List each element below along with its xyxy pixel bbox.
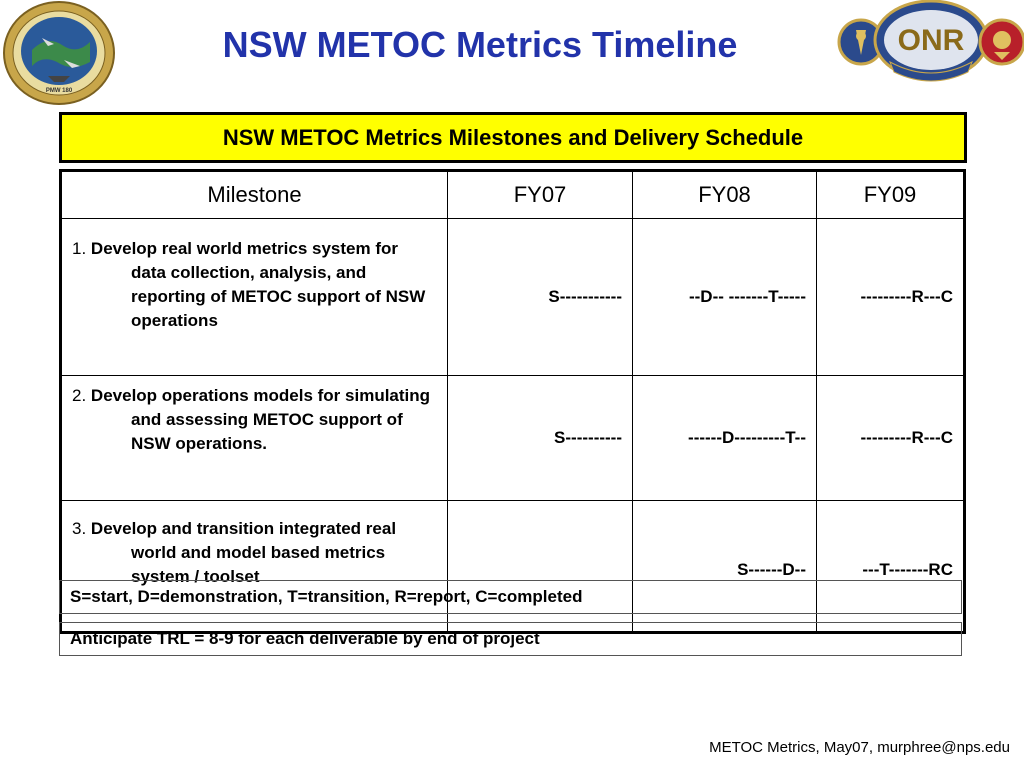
column-header-fy09: FY09 (817, 171, 965, 219)
fy09-cell: ---------R---C (817, 376, 965, 501)
column-header-fy08: FY08 (633, 171, 817, 219)
onr-logo (836, 0, 1024, 84)
table-row (61, 219, 965, 376)
svg-text:PMW 180: PMW 180 (45, 88, 73, 94)
table-row (61, 376, 965, 501)
milestone-number: 3. (72, 519, 87, 538)
fy08-cell: S------D-- (633, 501, 817, 633)
milestone-description: Develop and transition integrated real world and model based metrics system / toolset (90, 519, 397, 586)
footer-text: METOC Metrics, May07, murphree@nps.edu (709, 739, 1010, 756)
subtitle-banner: NSW METOC Metrics Milestones and Delivery Schedule (59, 112, 967, 163)
fy09-cell: ---T-------RC (817, 501, 965, 633)
fy07-cell: S---------- (448, 376, 633, 501)
milestone-description: Develop operations models for simulating and assessing METOC support of NSW operations. (90, 386, 431, 453)
trl-note: Anticipate TRL = 8-9 for each deliverable by end of project (59, 622, 962, 656)
legend-key: S=start, D=demonstration, T=transition, R=report, C=completed (59, 580, 962, 614)
milestone-number: 1. (72, 239, 87, 258)
svg-text:ONR: ONR (897, 24, 965, 57)
milestone-description: Develop real world metrics system for data collection, analysis, and reporting of METOC support of NSW operations (90, 239, 426, 330)
page-title: NSW METOC Metrics Timeline (222, 24, 738, 65)
fy09-cell: ---------R---C (817, 219, 965, 376)
milestone-cell (61, 219, 448, 376)
table-header-row (61, 171, 965, 219)
column-header-fy07: FY07 (448, 171, 633, 219)
pmw-180-seal-logo (2, 0, 116, 106)
column-header-milestone: Milestone (61, 171, 448, 219)
milestone-number: 2. (72, 386, 87, 405)
fy08-cell: ------D---------T-- (633, 376, 817, 501)
fy08-cell: --D-- -------T----- (633, 219, 817, 376)
milestone-cell (61, 376, 448, 501)
fy07-cell: S----------- (448, 219, 633, 376)
milestones-table (59, 169, 966, 634)
